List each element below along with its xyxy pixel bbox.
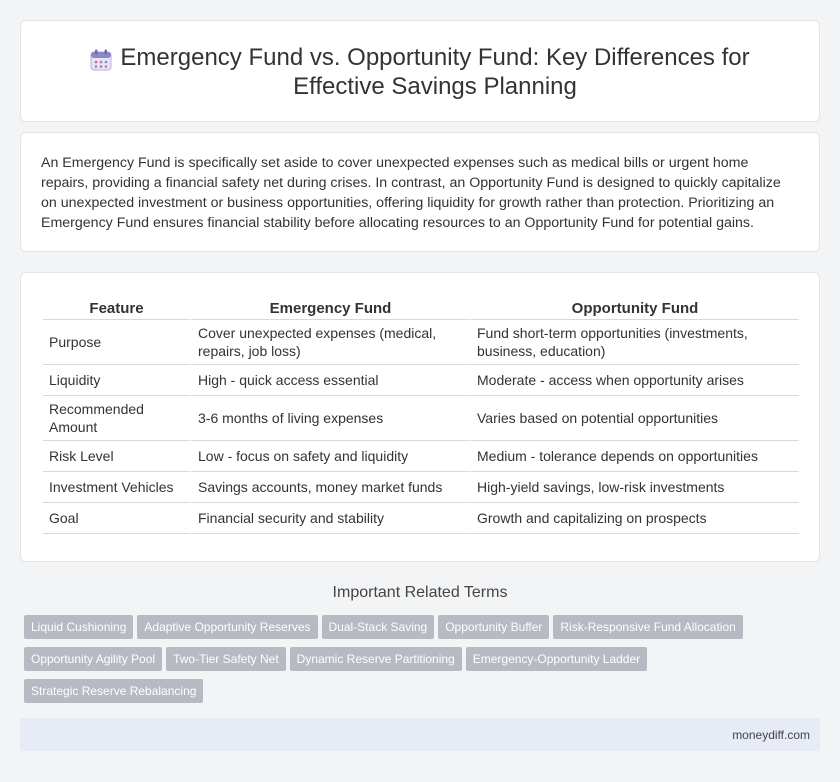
header-feature: Feature	[43, 295, 190, 320]
table-cell: Low - focus on safety and liquidity	[190, 441, 469, 472]
table-row	[43, 472, 799, 503]
comparison-table	[43, 295, 799, 534]
tag-link[interactable]: Opportunity Agility Pool	[24, 647, 162, 671]
table-cell: High - quick access essential	[190, 365, 469, 396]
table-cell: Purpose	[43, 320, 190, 365]
table-row	[43, 396, 799, 441]
table-cell: Recommended Amount	[43, 396, 190, 441]
table-cell: Investment Vehicles	[43, 472, 190, 503]
table-cell: Growth and capitalizing on prospects	[469, 503, 799, 534]
table-cell: Fund short-term opportunities (investments, business, education)	[469, 320, 799, 365]
related-terms-title: Important Related Terms	[332, 584, 508, 601]
table-cell: Medium - tolerance depends on opportunities	[469, 441, 799, 472]
footer	[20, 718, 820, 751]
table-row	[43, 503, 799, 534]
tag-link[interactable]: Adaptive Opportunity Reserves	[137, 615, 317, 639]
table-row	[43, 320, 799, 365]
tag-link[interactable]: Liquid Cushioning	[24, 615, 133, 639]
footer-site-name: moneydiff.com	[732, 728, 810, 742]
tag-link[interactable]: Two-Tier Safety Net	[166, 647, 286, 671]
related-terms-tags	[24, 615, 814, 711]
table-cell: Savings accounts, money market funds	[190, 472, 469, 503]
table-cell: Moderate - access when opportunity arises	[469, 365, 799, 396]
tag-link[interactable]: Strategic Reserve Rebalancing	[24, 679, 203, 703]
table-cell: Cover unexpected expenses (medical, repairs, job loss)	[190, 320, 469, 365]
tag-link[interactable]: Emergency-Opportunity Ladder	[466, 647, 647, 671]
intro-paragraph: An Emergency Fund is specifically set aside to cover unexpected expenses such as medical bills or urgent home repairs, providing a financial safety net during crises. In contrast, an Opportunity Fund is designed to quickly capitalize on unexpected investment or business opportunities, offering liquidity for growth rather than protection. Prioritizing an Emergency Fund ensures financial stability before allocating resources to an Opportunity Fund for potential gains.	[41, 155, 781, 231]
table-cell: Varies based on potential opportunities	[469, 396, 799, 441]
table-cell: 3-6 months of living expenses	[190, 396, 469, 441]
intro-card	[20, 132, 820, 252]
table-cell: Goal	[43, 503, 190, 534]
header-opportunity-fund: Opportunity Fund	[469, 295, 799, 320]
table-cell: High-yield savings, low-risk investments	[469, 472, 799, 503]
tag-link[interactable]: Dual-Stack Saving	[322, 615, 435, 639]
header-emergency-fund: Emergency Fund	[190, 295, 469, 320]
tag-link[interactable]: Risk-Responsive Fund Allocation	[553, 615, 742, 639]
table-cell: Liquidity	[43, 365, 190, 396]
title-card	[20, 20, 820, 122]
table-header-row	[43, 295, 799, 320]
comparison-table-card	[20, 272, 820, 562]
tag-link[interactable]: Opportunity Buffer	[438, 615, 549, 639]
table-row	[43, 365, 799, 396]
table-cell: Risk Level	[43, 441, 190, 472]
table-row	[43, 441, 799, 472]
page-title: Emergency Fund vs. Opportunity Fund: Key Differences for Effective Savings Planning	[120, 44, 750, 100]
table-cell: Financial security and stability	[190, 503, 469, 534]
tag-link[interactable]: Dynamic Reserve Partitioning	[290, 647, 462, 671]
